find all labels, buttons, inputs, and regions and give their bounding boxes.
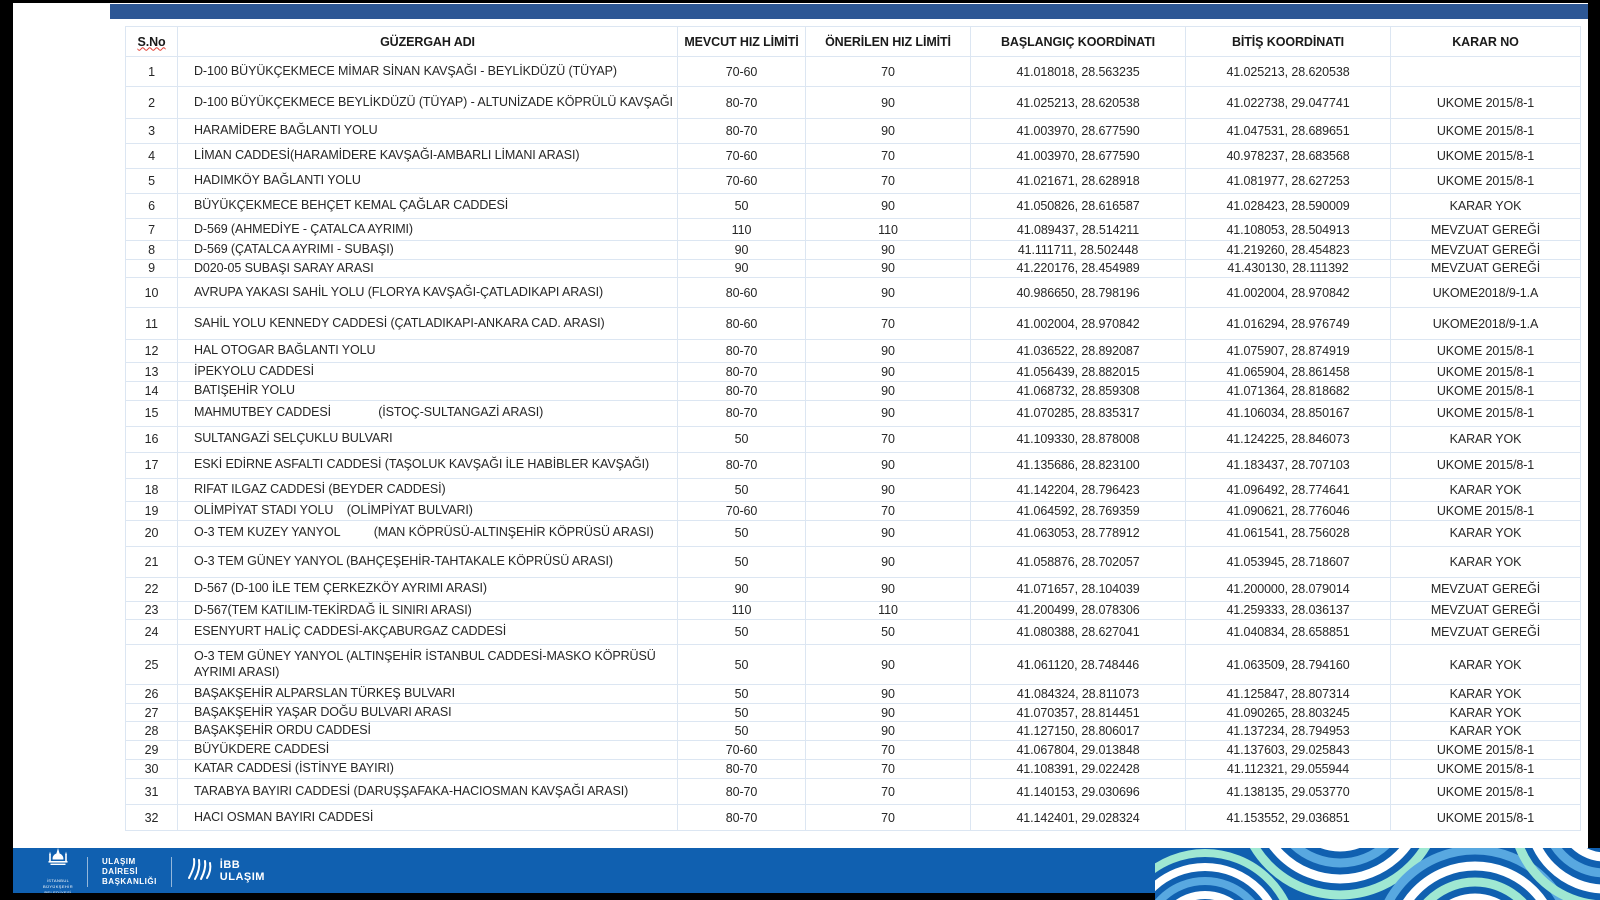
cell-end: 41.022738, 29.047741 [1186, 87, 1391, 119]
ibb-ulasim-icon [186, 856, 214, 887]
cell-route: BATIŞEHİR YOLU [178, 381, 678, 400]
cell-start: 41.071657, 28.104039 [971, 577, 1186, 601]
cell-current: 80-70 [678, 400, 806, 426]
cell-route: D-569 (AHMEDİYE - ÇATALCA AYRIMI) [178, 219, 678, 241]
cell-start: 41.036522, 28.892087 [971, 340, 1186, 363]
cell-proposed: 110 [806, 219, 971, 241]
cell-route: O-3 TEM GÜNEY YANYOL (ALTINŞEHİR İSTANBUL CADDESİ-MASKO KÖPRÜSÜ AYRIMI ARASI) [178, 645, 678, 685]
cell-route: D-100 BÜYÜKÇEKMECE BEYLİKDÜZÜ (TÜYAP) - ALTUNİZADE KÖPRÜLÜ KAVŞAĞI [178, 87, 678, 119]
cell-proposed: 90 [806, 259, 971, 278]
cell-end: 41.065904, 28.861458 [1186, 363, 1391, 382]
cell-proposed: 90 [806, 577, 971, 601]
table-row [126, 169, 1581, 194]
cell-start: 41.061120, 28.748446 [971, 645, 1186, 685]
cell-proposed: 70 [806, 805, 971, 831]
cell-start: 41.089437, 28.514211 [971, 219, 1186, 241]
table-row [126, 144, 1581, 169]
cell-route: D-100 BÜYÜKÇEKMECE MİMAR SİNAN KAVŞAĞI - BEYLİKDÜZÜ (TÜYAP) [178, 57, 678, 87]
table-header-row [126, 27, 1581, 57]
brand-text [220, 860, 265, 883]
footer-divider [171, 857, 172, 887]
cell-no: 28 [126, 722, 178, 741]
cell-no: 4 [126, 144, 178, 169]
cell-no: 8 [126, 241, 178, 260]
cell-decision: KARAR YOK [1391, 478, 1581, 501]
cell-no: 22 [126, 577, 178, 601]
cell-proposed: 90 [806, 685, 971, 704]
cell-route: BÜYÜKDERE CADDESİ [178, 741, 678, 760]
ibb-municipality-logo [43, 847, 73, 895]
cell-no: 30 [126, 760, 178, 779]
column-header-0: S.No [126, 27, 178, 57]
cell-route: D020-05 SUBAŞI SARAY ARASI [178, 259, 678, 278]
cell-end: 41.137234, 28.794953 [1186, 722, 1391, 741]
brand-line2: ULAŞIM [219, 870, 265, 883]
cell-proposed: 50 [806, 620, 971, 645]
cell-route: HADIMKÖY BAĞLANTI YOLU [178, 169, 678, 194]
cell-decision: KARAR YOK [1391, 520, 1581, 546]
cell-no: 2 [126, 87, 178, 119]
cell-start: 41.127150, 28.806017 [971, 722, 1186, 741]
cell-start: 41.070357, 28.814451 [971, 703, 1186, 722]
cell-proposed: 90 [806, 722, 971, 741]
table-row [126, 363, 1581, 382]
cell-route: D-567(TEM KATILIM-TEKİRDAĞ İL SINIRI ARASI) [178, 601, 678, 620]
cell-start: 41.002004, 28.970842 [971, 308, 1186, 340]
slide-content [13, 3, 1588, 848]
cell-decision: UKOME 2015/8-1 [1391, 779, 1581, 805]
cell-start: 41.064592, 28.769359 [971, 501, 1186, 520]
table-row [126, 381, 1581, 400]
cell-end: 41.153552, 29.036851 [1186, 805, 1391, 831]
table-row [126, 87, 1581, 119]
cell-end: 41.075907, 28.874919 [1186, 340, 1391, 363]
cell-end: 41.090621, 28.776046 [1186, 501, 1391, 520]
cell-end: 41.061541, 28.756028 [1186, 520, 1391, 546]
cell-proposed: 70 [806, 308, 971, 340]
cell-route: RIFAT ILGAZ CADDESİ (BEYDER CADDESİ) [178, 478, 678, 501]
cell-end: 41.047531, 28.689651 [1186, 119, 1391, 144]
cell-no: 14 [126, 381, 178, 400]
table-body [126, 57, 1581, 831]
cell-decision: KARAR YOK [1391, 546, 1581, 577]
cell-decision: MEVZUAT GEREĞİ [1391, 577, 1581, 601]
cell-route: ESENYURT HALİÇ CADDESİ-AKÇABURGAZ CADDESİ [178, 620, 678, 645]
cell-end: 41.025213, 28.620538 [1186, 57, 1391, 87]
cell-start: 41.003970, 28.677590 [971, 119, 1186, 144]
cell-end: 41.040834, 28.658851 [1186, 620, 1391, 645]
cell-no: 27 [126, 703, 178, 722]
cell-decision: MEVZUAT GEREĞİ [1391, 601, 1581, 620]
table-row [126, 278, 1581, 308]
cell-current: 90 [678, 259, 806, 278]
cell-no: 21 [126, 546, 178, 577]
cell-end: 41.053945, 28.718607 [1186, 546, 1391, 577]
cell-route: LİMAN CADDESİ(HARAMİDERE KAVŞAĞI-AMBARLI LİMANI ARASI) [178, 144, 678, 169]
column-header-5: BİTİŞ KOORDİNATI [1186, 27, 1391, 57]
cell-current: 80-70 [678, 340, 806, 363]
cell-start: 41.084324, 28.811073 [971, 685, 1186, 704]
cell-current: 80-70 [678, 452, 806, 478]
cell-decision: UKOME 2015/8-1 [1391, 400, 1581, 426]
cell-start: 41.025213, 28.620538 [971, 87, 1186, 119]
cell-current: 80-70 [678, 760, 806, 779]
cell-decision: UKOME 2015/8-1 [1391, 805, 1581, 831]
cell-proposed: 90 [806, 478, 971, 501]
cell-start: 41.067804, 29.013848 [971, 741, 1186, 760]
cell-route: TARABYA BAYIRI CADDESİ (DARUŞŞAFAKA-HACIOSMAN KAVŞAĞI ARASI) [178, 779, 678, 805]
cell-no: 25 [126, 645, 178, 685]
cell-end: 41.124225, 28.846073 [1186, 426, 1391, 452]
table-row [126, 119, 1581, 144]
cell-no: 19 [126, 501, 178, 520]
cell-no: 23 [126, 601, 178, 620]
cell-end: 41.096492, 28.774641 [1186, 478, 1391, 501]
column-header-6: KARAR NO [1391, 27, 1581, 57]
cell-no: 31 [126, 779, 178, 805]
cell-proposed: 90 [806, 452, 971, 478]
cell-no: 5 [126, 169, 178, 194]
cell-current: 70-60 [678, 57, 806, 87]
cell-end: 41.106034, 28.850167 [1186, 400, 1391, 426]
cell-start: 41.111711, 28.502448 [971, 241, 1186, 260]
table-row [126, 722, 1581, 741]
cell-proposed: 90 [806, 278, 971, 308]
cell-current: 70-60 [678, 169, 806, 194]
bottom-edge-strip [0, 893, 1600, 900]
table-row [126, 805, 1581, 831]
cell-start: 41.080388, 28.627041 [971, 620, 1186, 645]
column-header-2: MEVCUT HIZ LİMİTİ [678, 27, 806, 57]
cell-end: 41.259333, 28.036137 [1186, 601, 1391, 620]
table-row [126, 620, 1581, 645]
cell-decision: KARAR YOK [1391, 426, 1581, 452]
cell-end: 41.183437, 28.707103 [1186, 452, 1391, 478]
cell-no: 13 [126, 363, 178, 382]
cell-no: 15 [126, 400, 178, 426]
table-row [126, 685, 1581, 704]
cell-current: 80-70 [678, 87, 806, 119]
cell-end: 41.016294, 28.976749 [1186, 308, 1391, 340]
cell-start: 41.050826, 28.616587 [971, 194, 1186, 219]
table-row [126, 340, 1581, 363]
cell-end: 41.028423, 28.590009 [1186, 194, 1391, 219]
cell-proposed: 70 [806, 169, 971, 194]
table-row [126, 601, 1581, 620]
cell-no: 11 [126, 308, 178, 340]
cell-route: BAŞAKŞEHİR ALPARSLAN TÜRKEŞ BULVARI [178, 685, 678, 704]
ibb-emblem-icon [45, 847, 71, 878]
cell-proposed: 70 [806, 741, 971, 760]
cell-end: 41.137603, 29.025843 [1186, 741, 1391, 760]
cell-no: 1 [126, 57, 178, 87]
cell-decision: UKOME 2015/8-1 [1391, 741, 1581, 760]
cell-proposed: 90 [806, 703, 971, 722]
cell-decision: UKOME 2015/8-1 [1391, 119, 1581, 144]
cell-current: 80-70 [678, 779, 806, 805]
cell-start: 41.018018, 28.563235 [971, 57, 1186, 87]
cell-current: 50 [678, 520, 806, 546]
dept-line1: ULAŞIM [102, 856, 136, 866]
table-row [126, 194, 1581, 219]
cell-decision: UKOME 2015/8-1 [1391, 144, 1581, 169]
table-row [126, 760, 1581, 779]
cell-end: 40.978237, 28.683568 [1186, 144, 1391, 169]
cell-current: 50 [678, 546, 806, 577]
cell-decision: UKOME2018/9-1.A [1391, 308, 1581, 340]
cell-route: ESKİ EDİRNE ASFALTI CADDESİ (TAŞOLUK KAVŞAĞI İLE HABİBLER KAVŞAĞI) [178, 452, 678, 478]
table-row [126, 241, 1581, 260]
cell-proposed: 90 [806, 400, 971, 426]
cell-decision: MEVZUAT GEREĞİ [1391, 219, 1581, 241]
cell-no: 26 [126, 685, 178, 704]
table-row [126, 426, 1581, 452]
cell-proposed: 90 [806, 119, 971, 144]
cell-current: 80-70 [678, 363, 806, 382]
cell-end: 41.063509, 28.794160 [1186, 645, 1391, 685]
speed-limit-table-wrap [125, 26, 1580, 831]
cell-current: 80-60 [678, 278, 806, 308]
cell-decision: MEVZUAT GEREĞİ [1391, 241, 1581, 260]
table-row [126, 478, 1581, 501]
cell-current: 70-60 [678, 741, 806, 760]
cell-proposed: 70 [806, 501, 971, 520]
table-row [126, 779, 1581, 805]
cell-end: 41.112321, 29.055944 [1186, 760, 1391, 779]
cell-current: 90 [678, 577, 806, 601]
cell-route: SAHİL YOLU KENNEDY CADDESİ (ÇATLADIKAPI-ANKARA CAD. ARASI) [178, 308, 678, 340]
cell-decision: UKOME 2015/8-1 [1391, 340, 1581, 363]
cell-route: BAŞAKŞEHİR YAŞAR DOĞU BULVARI ARASI [178, 703, 678, 722]
cell-current: 110 [678, 601, 806, 620]
cell-proposed: 90 [806, 340, 971, 363]
cell-current: 50 [678, 194, 806, 219]
footer-bar [13, 848, 1600, 895]
cell-start: 41.070285, 28.835317 [971, 400, 1186, 426]
table-row [126, 400, 1581, 426]
cell-decision: KARAR YOK [1391, 645, 1581, 685]
cell-decision: KARAR YOK [1391, 194, 1581, 219]
cell-route: HARAMİDERE BAĞLANTI YOLU [178, 119, 678, 144]
cell-no: 9 [126, 259, 178, 278]
cell-current: 80-60 [678, 308, 806, 340]
cell-start: 41.140153, 29.030696 [971, 779, 1186, 805]
cell-no: 10 [126, 278, 178, 308]
cell-decision: UKOME 2015/8-1 [1391, 381, 1581, 400]
table-row [126, 452, 1581, 478]
cell-end: 41.002004, 28.970842 [1186, 278, 1391, 308]
cell-decision: UKOME 2015/8-1 [1391, 452, 1581, 478]
cell-no: 20 [126, 520, 178, 546]
cell-no: 16 [126, 426, 178, 452]
cell-no: 32 [126, 805, 178, 831]
column-header-3: ÖNERİLEN HIZ LİMİTİ [806, 27, 971, 57]
dept-line3: BAŞKANLIĞI [102, 876, 157, 886]
cell-current: 80-70 [678, 381, 806, 400]
cell-route: O-3 TEM KUZEY YANYOL (MAN KÖPRÜSÜ-ALTINŞEHİR KÖPRÜSÜ ARASI) [178, 520, 678, 546]
top-accent-bar [110, 4, 1588, 19]
cell-current: 50 [678, 620, 806, 645]
table-row [126, 259, 1581, 278]
cell-start: 41.142401, 29.028324 [971, 805, 1186, 831]
cell-start: 41.021671, 28.628918 [971, 169, 1186, 194]
cell-decision: UKOME 2015/8-1 [1391, 501, 1581, 520]
right-edge-strip [1588, 0, 1600, 848]
cell-start: 41.142204, 28.796423 [971, 478, 1186, 501]
cell-route: HACI OSMAN BAYIRI CADDESİ [178, 805, 678, 831]
column-header-4: BAŞLANGIÇ KOORDİNATI [971, 27, 1186, 57]
table-row [126, 645, 1581, 685]
cell-route: D-567 (D-100 İLE TEM ÇERKEZKÖY AYRIMI ARASI) [178, 577, 678, 601]
cell-start: 41.063053, 28.778912 [971, 520, 1186, 546]
table-row [126, 501, 1581, 520]
cell-decision: UKOME 2015/8-1 [1391, 169, 1581, 194]
cell-proposed: 90 [806, 363, 971, 382]
brand-line1: İBB [219, 858, 241, 871]
cell-no: 3 [126, 119, 178, 144]
cell-no: 6 [126, 194, 178, 219]
cell-current: 50 [678, 685, 806, 704]
ibb-ulasim-logo [186, 856, 265, 887]
cell-decision: MEVZUAT GEREĞİ [1391, 259, 1581, 278]
cell-end: 41.125847, 28.807314 [1186, 685, 1391, 704]
cell-proposed: 90 [806, 87, 971, 119]
table-row [126, 703, 1581, 722]
cell-start: 41.109330, 28.878008 [971, 426, 1186, 452]
cell-start: 40.986650, 28.798196 [971, 278, 1186, 308]
cell-current: 80-70 [678, 119, 806, 144]
cell-start: 41.056439, 28.882015 [971, 363, 1186, 382]
cell-current: 70-60 [678, 144, 806, 169]
cell-decision: UKOME 2015/8-1 [1391, 87, 1581, 119]
cell-current: 70-60 [678, 501, 806, 520]
cell-proposed: 70 [806, 57, 971, 87]
table-row [126, 741, 1581, 760]
cell-no: 12 [126, 340, 178, 363]
cell-no: 29 [126, 741, 178, 760]
emblem-caption-line2: BÜYÜKŞEHİR [43, 884, 74, 890]
table-row [126, 546, 1581, 577]
table-row [126, 577, 1581, 601]
cell-proposed: 90 [806, 241, 971, 260]
cell-proposed: 90 [806, 645, 971, 685]
cell-route: HAL OTOGAR BAĞLANTI YOLU [178, 340, 678, 363]
cell-end: 41.200000, 28.079014 [1186, 577, 1391, 601]
cell-start: 41.003970, 28.677590 [971, 144, 1186, 169]
cell-proposed: 70 [806, 760, 971, 779]
table-row [126, 520, 1581, 546]
emblem-caption-line1: İSTANBUL [46, 878, 70, 884]
table-row [126, 308, 1581, 340]
footer-divider [87, 857, 88, 887]
cell-current: 80-70 [678, 805, 806, 831]
cell-no: 18 [126, 478, 178, 501]
cell-proposed: 70 [806, 779, 971, 805]
cell-decision [1391, 57, 1581, 87]
cell-end: 41.138135, 29.053770 [1186, 779, 1391, 805]
cell-start: 41.220176, 28.454989 [971, 259, 1186, 278]
column-header-1: GÜZERGAH ADI [178, 27, 678, 57]
cell-no: 24 [126, 620, 178, 645]
cell-proposed: 90 [806, 194, 971, 219]
cell-start: 41.200499, 28.078306 [971, 601, 1186, 620]
cell-end: 41.081977, 28.627253 [1186, 169, 1391, 194]
cell-end: 41.430130, 28.111392 [1186, 259, 1391, 278]
cell-decision: KARAR YOK [1391, 703, 1581, 722]
cell-proposed: 90 [806, 520, 971, 546]
cell-start: 41.108391, 29.022428 [971, 760, 1186, 779]
dept-line2: DAİRESİ [102, 866, 138, 876]
cell-proposed: 70 [806, 144, 971, 169]
cell-route: D-569 (ÇATALCA AYRIMI - SUBAŞI) [178, 241, 678, 260]
cell-current: 50 [678, 478, 806, 501]
cell-start: 41.135686, 28.823100 [971, 452, 1186, 478]
cell-current: 90 [678, 241, 806, 260]
cell-route: KATAR CADDESİ (İSTİNYE BAYIRI) [178, 760, 678, 779]
cell-end: 41.219260, 28.454823 [1186, 241, 1391, 260]
cell-end: 41.071364, 28.818682 [1186, 381, 1391, 400]
cell-decision: UKOME2018/9-1.A [1391, 278, 1581, 308]
cell-end: 41.108053, 28.504913 [1186, 219, 1391, 241]
cell-route: BAŞAKŞEHİR ORDU CADDESİ [178, 722, 678, 741]
cell-route: OLİMPİYAT STADI YOLU (OLİMPİYAT BULVARI) [178, 501, 678, 520]
cell-start: 41.058876, 28.702057 [971, 546, 1186, 577]
table-row [126, 57, 1581, 87]
cell-proposed: 70 [806, 426, 971, 452]
cell-no: 17 [126, 452, 178, 478]
cell-route: SULTANGAZİ SELÇUKLU BULVARI [178, 426, 678, 452]
cell-current: 50 [678, 722, 806, 741]
cell-decision: UKOME 2015/8-1 [1391, 363, 1581, 382]
cell-proposed: 90 [806, 546, 971, 577]
cell-route: O-3 TEM GÜNEY YANYOL (BAHÇEŞEHİR-TAHTAKALE KÖPRÜSÜ ARASI) [178, 546, 678, 577]
cell-current: 50 [678, 645, 806, 685]
cell-current: 50 [678, 703, 806, 722]
cell-route: BÜYÜKÇEKMECE BEHÇET KEMAL ÇAĞLAR CADDESİ [178, 194, 678, 219]
cell-decision: UKOME 2015/8-1 [1391, 760, 1581, 779]
cell-no: 7 [126, 219, 178, 241]
cell-route: İPEKYOLU CADDESİ [178, 363, 678, 382]
cell-decision: MEVZUAT GEREĞİ [1391, 620, 1581, 645]
cell-proposed: 110 [806, 601, 971, 620]
cell-start: 41.068732, 28.859308 [971, 381, 1186, 400]
table-row [126, 219, 1581, 241]
cell-route: AVRUPA YAKASI SAHİL YOLU (FLORYA KAVŞAĞI-ÇATLADIKAPI ARASI) [178, 278, 678, 308]
cell-proposed: 90 [806, 381, 971, 400]
cell-route: MAHMUTBEY CADDESİ (İSTOÇ-SULTANGAZİ ARASI) [178, 400, 678, 426]
cell-decision: KARAR YOK [1391, 722, 1581, 741]
speed-limit-table [125, 26, 1581, 831]
department-name [102, 857, 157, 887]
cell-current: 50 [678, 426, 806, 452]
footer-branding [43, 848, 265, 895]
cell-decision: KARAR YOK [1391, 685, 1581, 704]
cell-current: 110 [678, 219, 806, 241]
cell-end: 41.090265, 28.803245 [1186, 703, 1391, 722]
